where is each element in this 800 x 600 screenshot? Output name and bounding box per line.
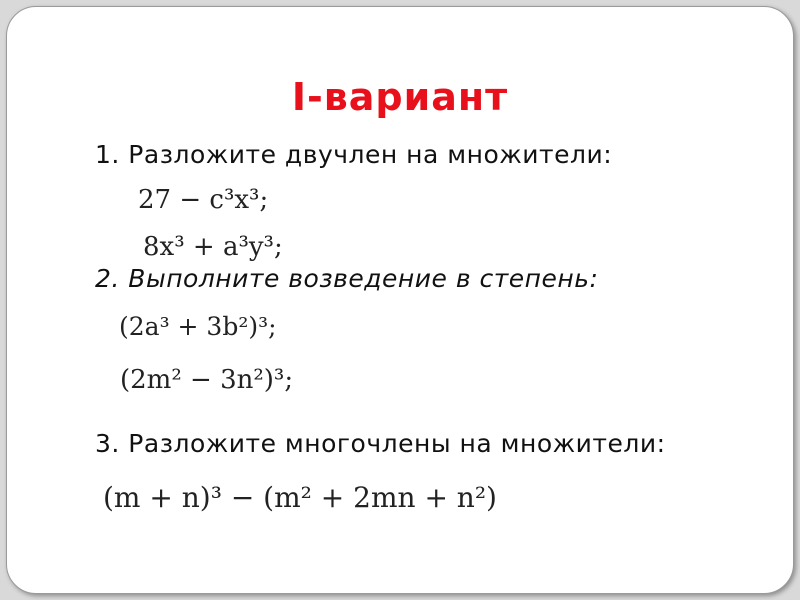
task-1-expression-2: 8x³ + a³y³; — [143, 232, 283, 262]
task-1-text: 1. Разложите двучлен на множители: — [95, 140, 613, 169]
task-3-text: 3. Разложите многочлены на множители: — [95, 429, 666, 458]
task-3-expression-1: (m + n)³ − (m² + 2mn + n²) — [103, 481, 497, 514]
task-2-expression-1: (2a³ + 3b²)³; — [119, 312, 277, 341]
slide-title: I-вариант — [291, 75, 509, 119]
task-2-text: 2. Выполните возведение в степень: — [95, 264, 599, 293]
task-1-expression-1: 27 − c³x³; — [138, 185, 269, 215]
slide-frame — [6, 6, 794, 594]
task-2-expression-2: (2m² − 3n²)³; — [120, 365, 294, 395]
